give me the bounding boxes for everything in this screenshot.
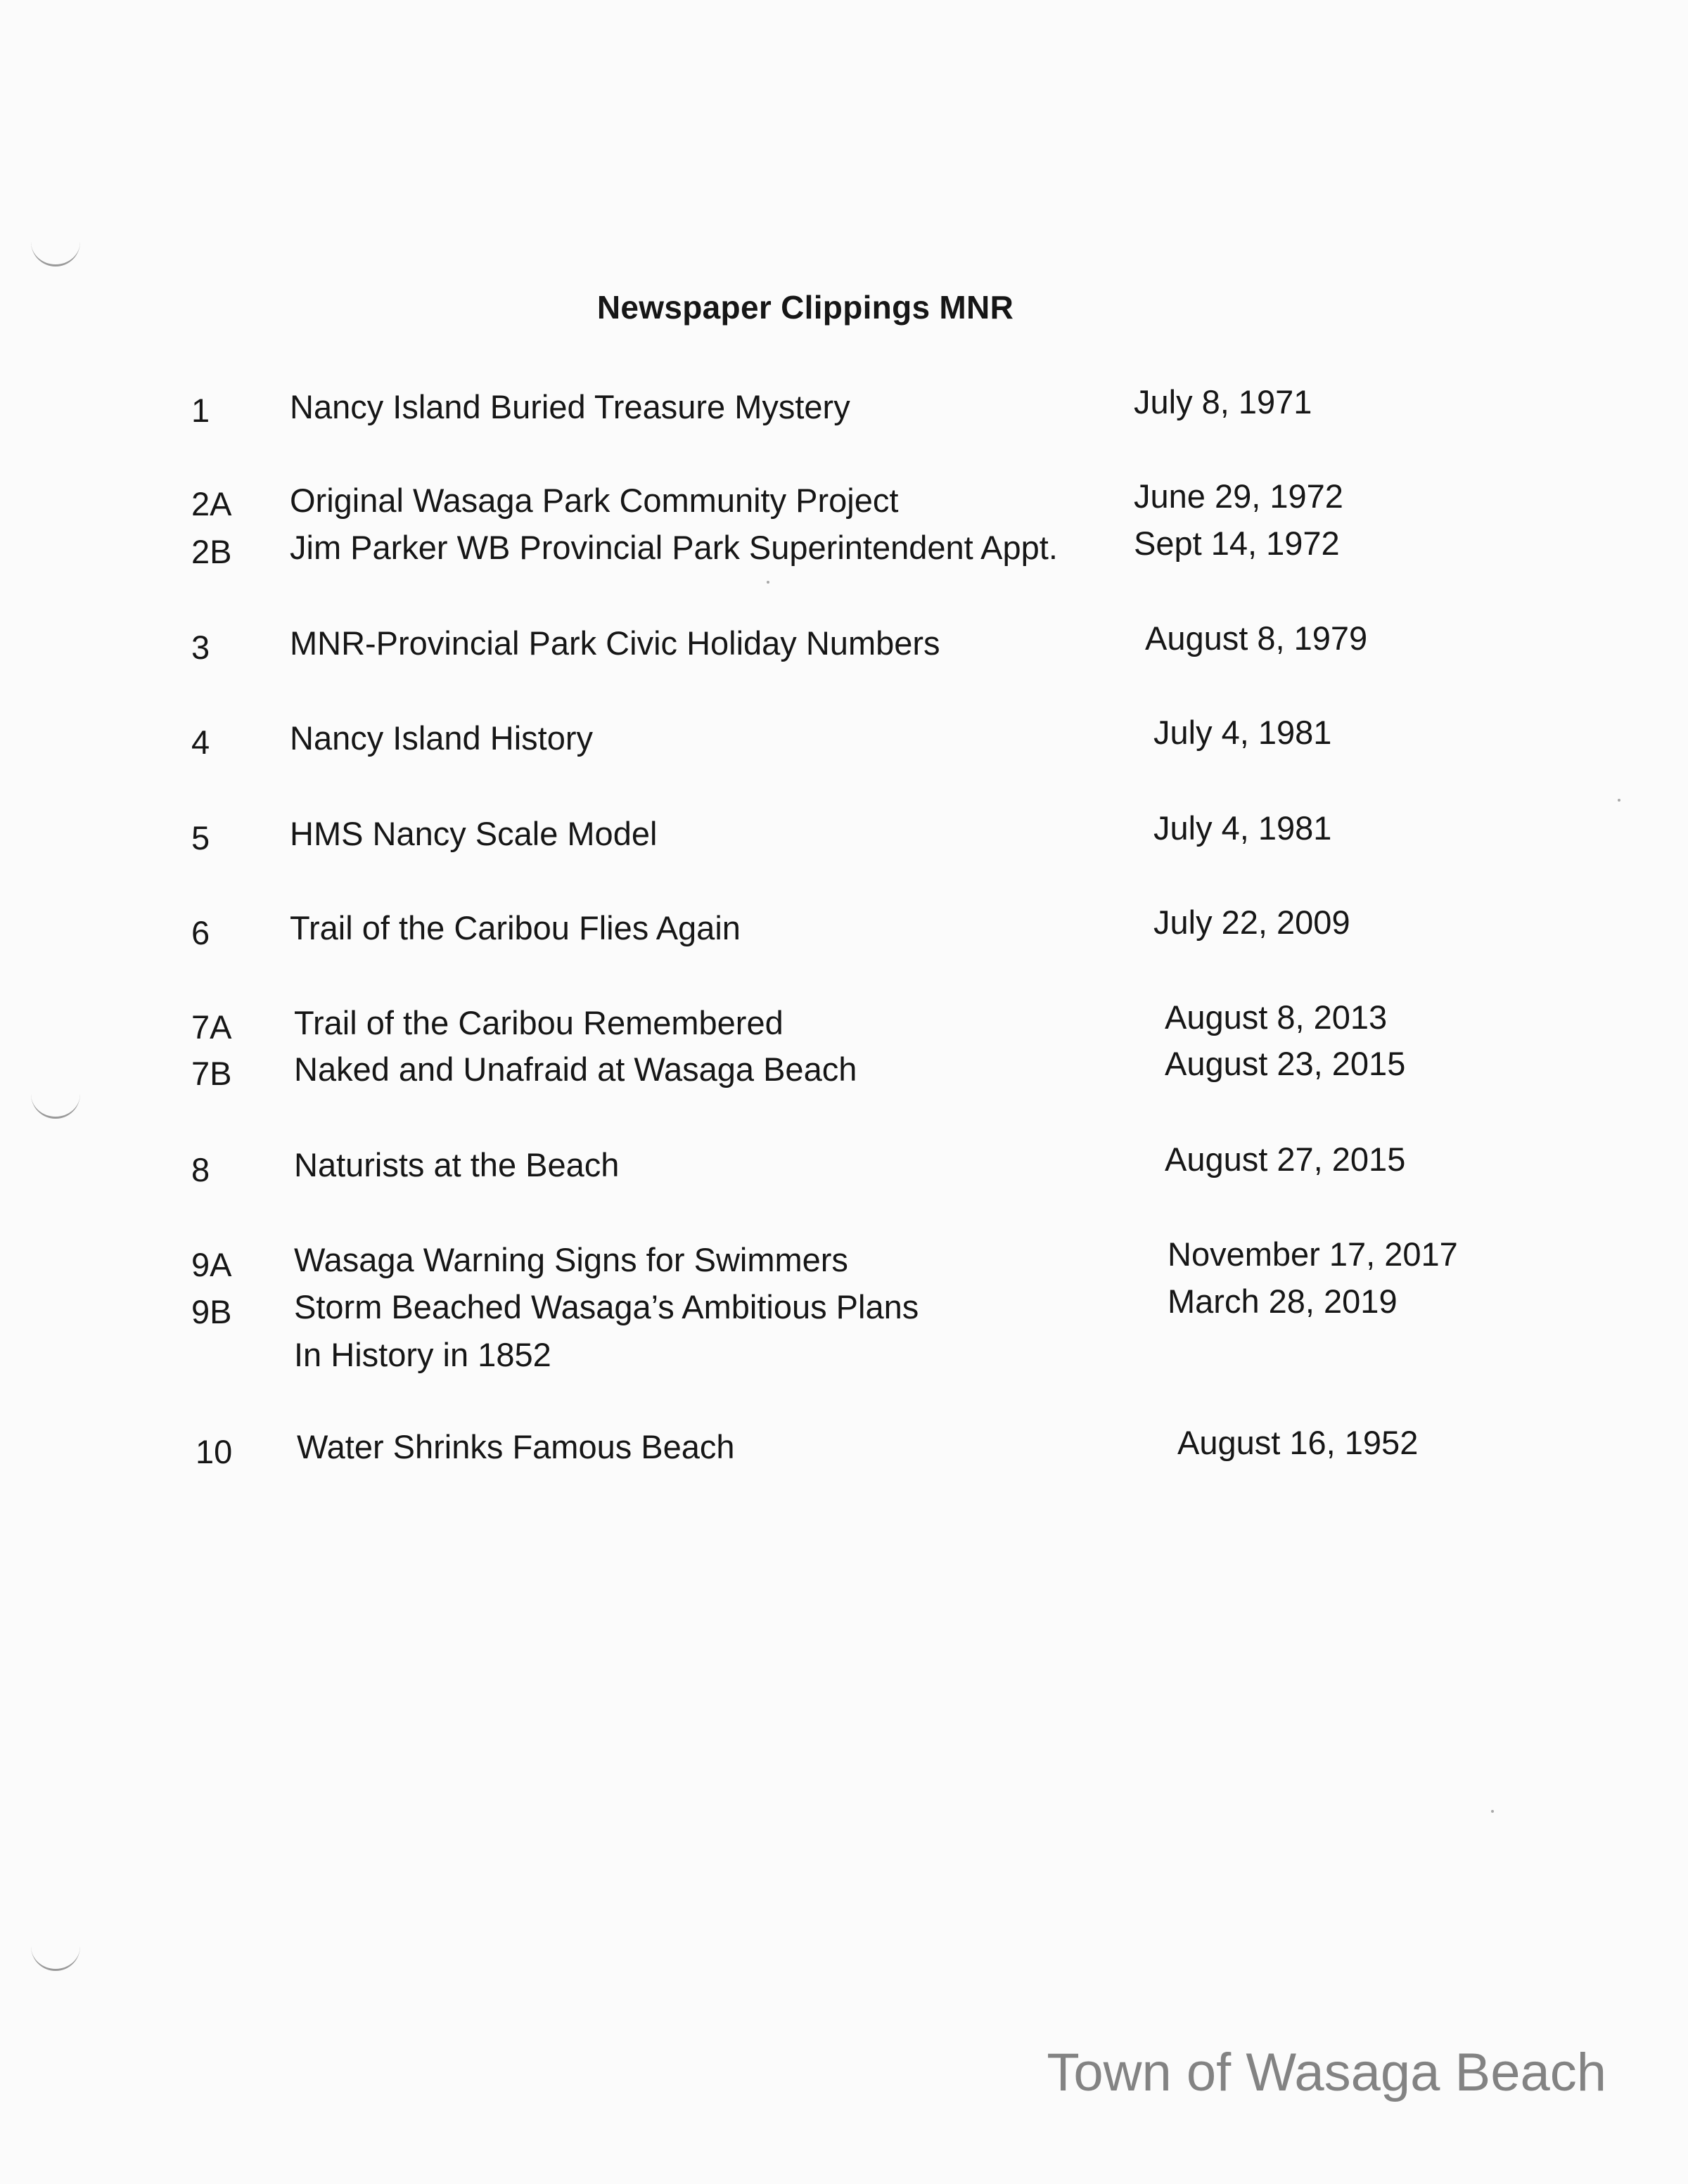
entry-number: 9B xyxy=(191,1293,232,1330)
entry-number: 2A xyxy=(191,485,232,522)
entry-title: Trail of the Caribou Remembered xyxy=(294,1004,784,1041)
entry-date: July 8, 1971 xyxy=(1134,383,1312,420)
entry-title: Trail of the Caribou Flies Again xyxy=(290,909,741,946)
entry-number: 2B xyxy=(191,533,232,570)
entry-date: August 23, 2015 xyxy=(1165,1045,1406,1082)
entry-number: 1 xyxy=(191,392,210,429)
entry-title: Naturists at the Beach xyxy=(294,1146,620,1183)
entry-date: August 8, 1979 xyxy=(1145,619,1368,657)
entry-number: 3 xyxy=(191,629,210,666)
entry-date: August 27, 2015 xyxy=(1165,1141,1406,1178)
entry-title: Water Shrinks Famous Beach xyxy=(297,1428,735,1465)
entry-date: July 4, 1981 xyxy=(1153,809,1332,847)
entry-title-continuation: In History in 1852 xyxy=(294,1336,551,1373)
entry-number: 10 xyxy=(196,1433,233,1470)
entry-number: 8 xyxy=(191,1151,210,1188)
entry-title: Original Wasaga Park Community Project xyxy=(290,482,899,519)
scan-speck xyxy=(767,581,769,584)
scan-speck xyxy=(1618,799,1620,802)
entry-date: August 16, 1952 xyxy=(1177,1424,1419,1461)
entry-title: Wasaga Warning Signs for Swimmers xyxy=(294,1241,848,1278)
entry-number: 7B xyxy=(191,1055,232,1092)
page-title: Newspaper Clippings MNR xyxy=(596,289,1014,326)
entry-number: 7A xyxy=(191,1008,232,1046)
entry-title: HMS Nancy Scale Model xyxy=(290,815,658,852)
entry-date: June 29, 1972 xyxy=(1134,477,1343,515)
punch-hole-mark xyxy=(31,1944,80,1971)
punch-hole-mark xyxy=(31,239,80,266)
entry-title: Nancy Island Buried Treasure Mystery xyxy=(290,388,850,425)
punch-hole-mark xyxy=(31,1091,80,1119)
entry-number: 6 xyxy=(191,914,210,951)
entry-date: July 4, 1981 xyxy=(1153,714,1332,751)
entry-title: Nancy Island History xyxy=(290,719,593,757)
entry-date: July 22, 2009 xyxy=(1153,904,1350,941)
entry-date: March 28, 2019 xyxy=(1168,1283,1398,1320)
entry-number: 9A xyxy=(191,1246,232,1283)
entry-title: MNR-Provincial Park Civic Holiday Numbers xyxy=(290,624,940,662)
entry-date: August 8, 2013 xyxy=(1165,998,1388,1036)
entry-number: 4 xyxy=(191,724,210,761)
entry-title: Storm Beached Wasaga’s Ambitious Plans xyxy=(294,1288,919,1325)
footer-watermark: Town of Wasaga Beach xyxy=(1047,2043,1606,2102)
scan-speck xyxy=(1491,1810,1494,1813)
entry-title: Jim Parker WB Provincial Park Superintendent Appt. xyxy=(290,529,1058,566)
entry-title: Naked and Unafraid at Wasaga Beach xyxy=(294,1051,857,1088)
entry-number: 5 xyxy=(191,819,210,856)
entry-date: November 17, 2017 xyxy=(1168,1235,1458,1273)
entry-date: Sept 14, 1972 xyxy=(1134,525,1340,562)
